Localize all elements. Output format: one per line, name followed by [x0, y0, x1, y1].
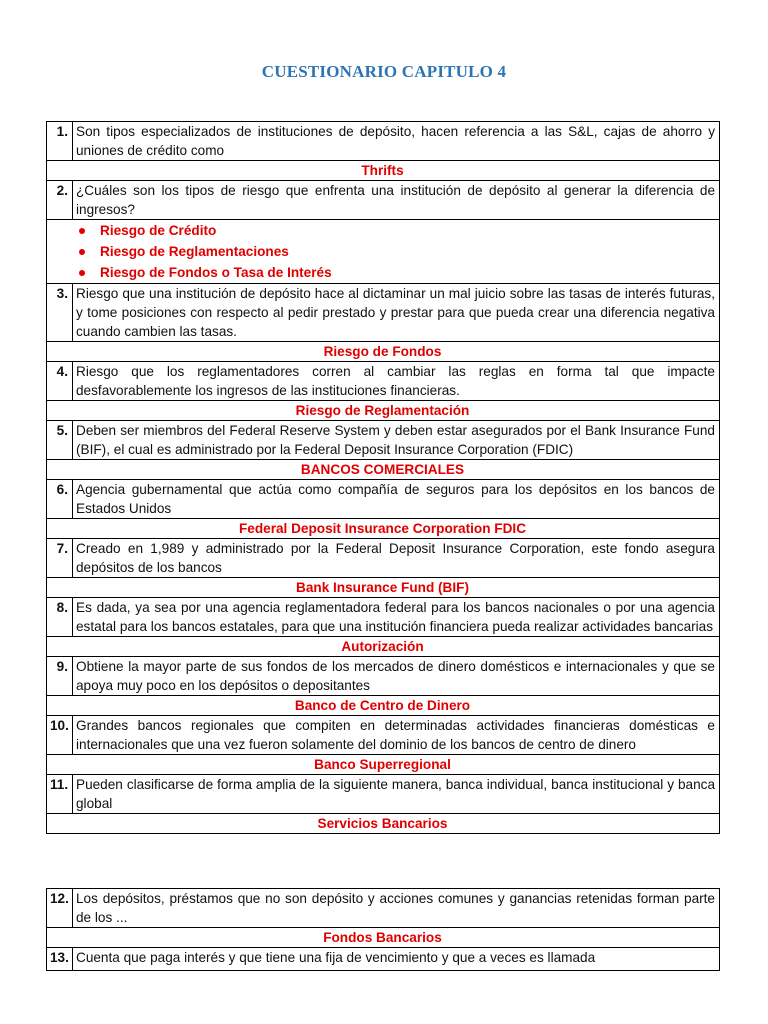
question-number: 7. [47, 539, 73, 578]
question-row [47, 480, 720, 519]
answer-row [47, 928, 720, 948]
list-item [100, 220, 715, 241]
answer-text: Riesgo de Reglamentaciones [100, 244, 289, 259]
answer-row [47, 755, 720, 775]
question-number: 3. [47, 284, 73, 342]
list-item [100, 262, 715, 283]
answer-text: Banco de Centro de Dinero [47, 696, 720, 716]
answer-row [47, 637, 720, 657]
question-text: Es dada, ya sea por una agencia reglamentadora federal para los bancos nacionales o por una agencia estatal para los bancos estatales, para que una institución financiera pueda realizar actividades bancarias [73, 598, 720, 637]
question-text: Riesgo que una institución de depósito hace al dictaminar un mal juicio sobre las tasas de interés futuras, y tome posiciones con respecto al pedir prestado y prestar para que pueda crear una diferencia negativa cuando cambien las tasas. [73, 284, 720, 342]
question-text [73, 948, 720, 971]
bullet-icon [79, 228, 85, 234]
question-number: 11. [47, 775, 73, 814]
answer-row [47, 696, 720, 716]
question-number: 8. [47, 598, 73, 637]
question-row [47, 889, 720, 928]
question-number: 12. [47, 889, 73, 928]
answer-text: Autorización [47, 637, 720, 657]
question-row [47, 539, 720, 578]
question-row [47, 362, 720, 401]
question-number: 9. [47, 657, 73, 696]
answer-row [47, 401, 720, 421]
list-item [100, 241, 715, 262]
answer-row [47, 161, 720, 181]
answer-text: Federal Deposit Insurance Corporation FDIC [47, 519, 720, 539]
answer-text: Banco Superregional [47, 755, 720, 775]
answer-row [47, 342, 720, 362]
question-number: 6. [47, 480, 73, 519]
answer-row [47, 220, 720, 284]
question-text: Agencia gubernamental que actúa como compañía de seguros para los depósitos en los bancos de Estados Unidos [73, 480, 720, 519]
question-text: Obtiene la mayor parte de sus fondos de los mercados de dinero domésticos e internacionales y que se apoya muy poco en los depósitos o depositantes [73, 657, 720, 696]
question-text: Riesgo que los reglamentadores corren al cambiar las reglas en forma tal que impacte desfavorablemente los ingresos de las instituciones financieras. [73, 362, 720, 401]
answer-row [47, 814, 720, 834]
answer-text: Riesgo de Fondos [47, 342, 720, 362]
question-row [47, 284, 720, 342]
question-row [47, 716, 720, 755]
question-number: 5. [47, 421, 73, 460]
question-text: ¿Cuáles son los tipos de riesgo que enfrenta una institución de depósito al generar la diferencia de ingresos? [73, 181, 720, 220]
question-text: Son tipos especializados de instituciones de depósito, hacen referencia a las S&L, cajas de ahorro y uniones de crédito como [73, 122, 720, 161]
question-text: Creado en 1,989 y administrado por la Federal Deposit Insurance Corporation, este fondo asegura depósitos de los bancos [73, 539, 720, 578]
answer-text: Servicios Bancarios [47, 814, 720, 834]
answer-bullet-list [47, 220, 720, 284]
question-row [47, 657, 720, 696]
question-row [47, 775, 720, 814]
answer-text: Thrifts [47, 161, 720, 181]
answer-text: Riesgo de Reglamentación [47, 401, 720, 421]
questionnaire-table [46, 121, 720, 834]
answer-text: Riesgo de Fondos o Tasa de Interés [100, 265, 332, 280]
answer-text: Bank Insurance Fund (BIF) [47, 578, 720, 598]
question-row [47, 948, 720, 971]
question-text: Pueden clasificarse de forma amplia de la siguiente manera, banca individual, banca institucional y banca global [73, 775, 720, 814]
question-number: 1. [47, 122, 73, 161]
question-row [47, 598, 720, 637]
bullet-icon [79, 249, 85, 255]
question-number: 10. [47, 716, 73, 755]
answer-text: Riesgo de Crédito [100, 223, 217, 238]
question-row [47, 181, 720, 220]
question-row [47, 122, 720, 161]
answer-row [47, 460, 720, 480]
question-row [47, 421, 720, 460]
answer-row [47, 578, 720, 598]
question-text: Deben ser miembros del Federal Reserve System y deben estar asegurados por el Bank Insurance Fund (BIF), el cual es administrado por la Federal Deposit Insurance Corporation (FDIC) [73, 421, 720, 460]
question-text-content: Cuenta que paga interés y que tiene una fija de vencimiento y que a veces es llamada [76, 950, 596, 965]
answer-row [47, 519, 720, 539]
question-text: Grandes bancos regionales que compiten en determinadas actividades financieras domésticas e internacionales que una vez fueron solamente del dominio de los bancos de centro de dinero [73, 716, 720, 755]
page-title: CUESTIONARIO CAPITULO 4 [261, 62, 507, 81]
question-number: 13. [47, 948, 73, 971]
questionnaire-table-continued [46, 888, 720, 971]
question-number: 2. [47, 181, 73, 220]
question-text: Los depósitos, préstamos que no son depósito y acciones comunes y ganancias retenidas forman parte de los ... [73, 889, 720, 928]
bullet-icon [79, 270, 85, 276]
question-number: 4. [47, 362, 73, 401]
answer-text: Fondos Bancarios [47, 928, 720, 948]
answer-text: BANCOS COMERCIALES [47, 460, 720, 480]
